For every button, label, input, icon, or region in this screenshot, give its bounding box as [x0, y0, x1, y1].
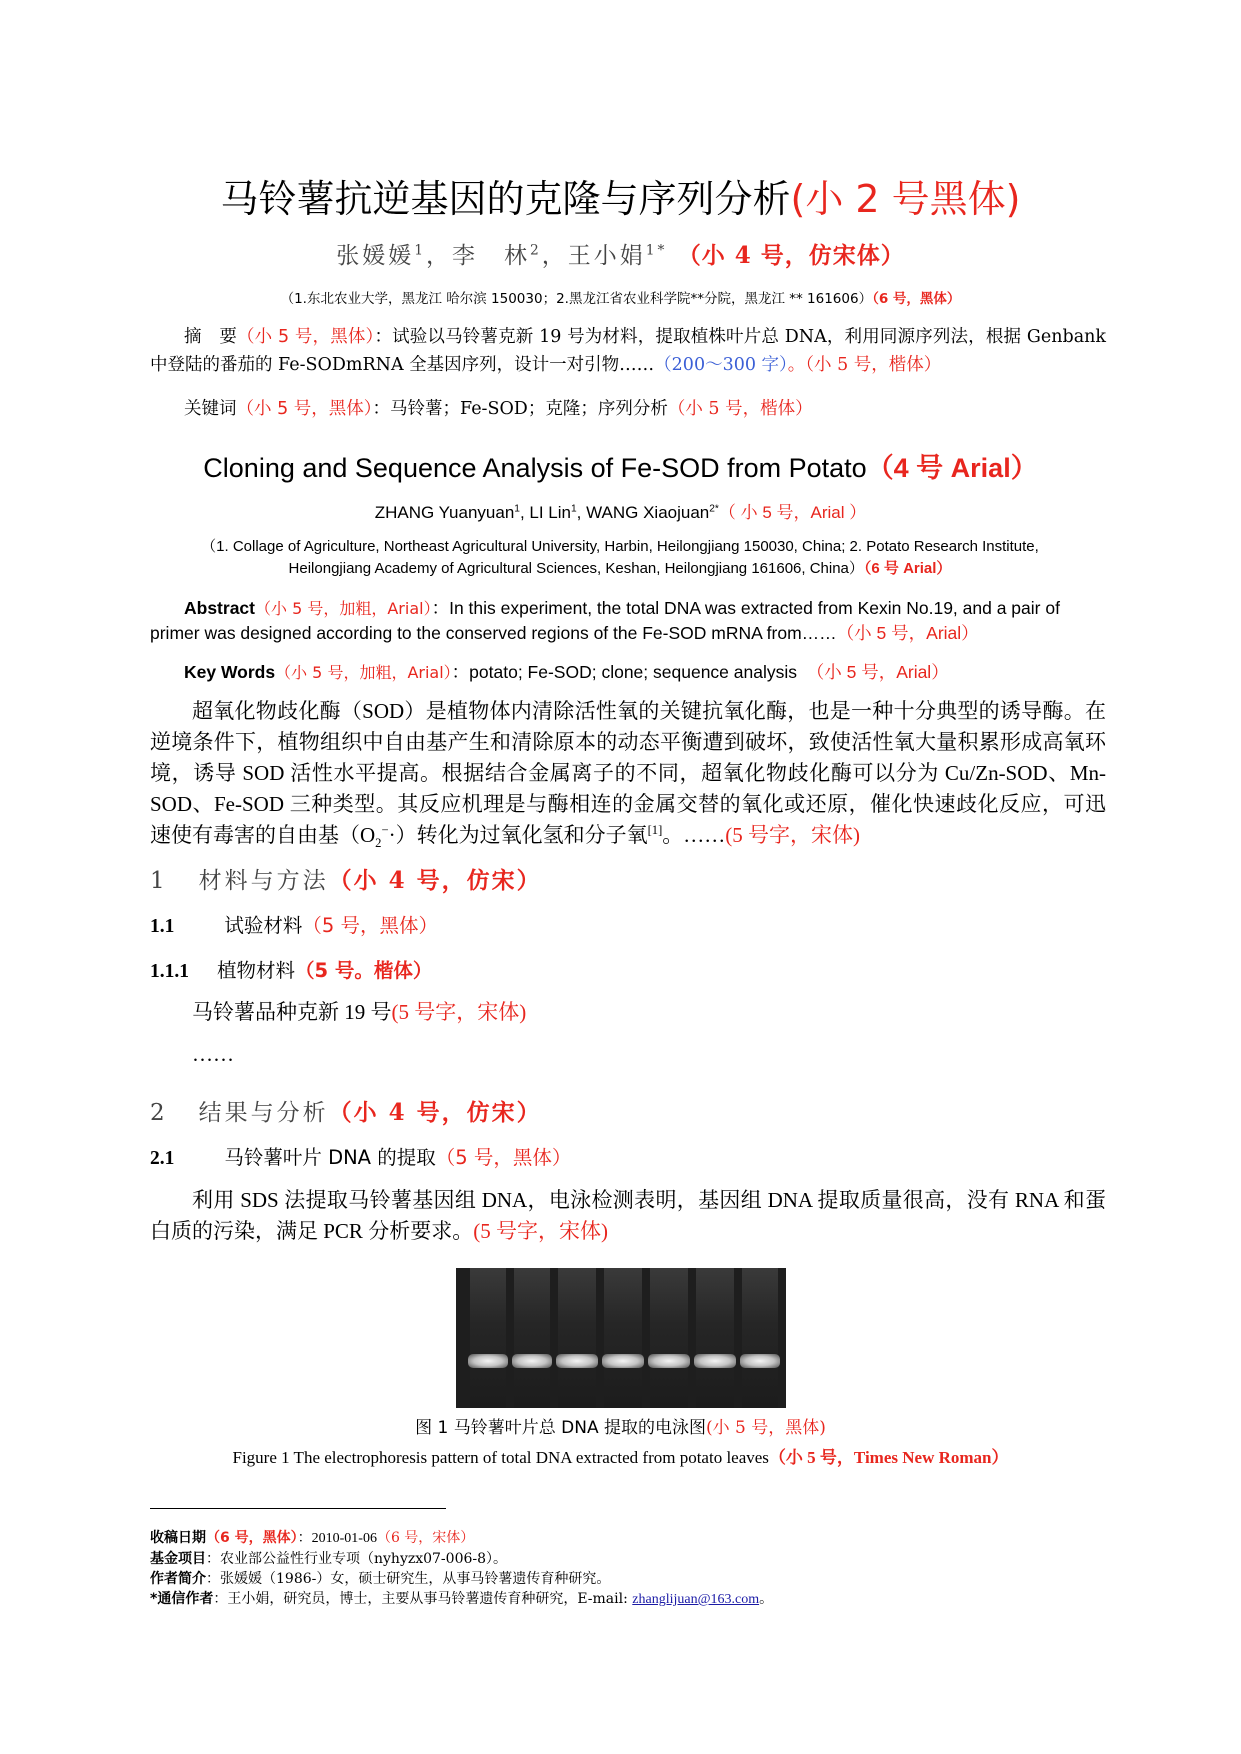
footnote-label-note: （6 号，黑体） [206, 1530, 298, 1546]
caption-en-text: Figure 1 The electrophoresis pattern of total DNA extracted from potato leaves [232, 1448, 769, 1467]
dna-format-note: (5 号字，宋体) [473, 1219, 608, 1243]
authors-format-note: （小 4 号，仿宋体） [677, 242, 905, 269]
paper-title [0, 168, 1241, 223]
author-bio: 张媛媛（1986-）女，硕士研究生，从事马铃薯遗传育种研究。 [220, 1571, 611, 1587]
intro-format-note: (5 号字，宋体) [725, 823, 861, 847]
section-format-note: （5 号，黑体） [435, 1146, 572, 1169]
keywords-cn-label-note: （小 5 号，黑体） [236, 399, 373, 419]
dna-band [602, 1354, 644, 1368]
keywords-en-label: Key Words [184, 662, 276, 682]
abstract-cn-label-note: （小 5 号，黑体） [236, 327, 375, 347]
superscript: − [381, 823, 389, 837]
author-line [0, 237, 1241, 270]
author-sep: ， [541, 243, 568, 269]
section-title: 结果与分析 [198, 1100, 329, 1126]
section-number: 1.1.1 [150, 961, 189, 982]
abstract-cn-text: 试验以马铃薯克新 19 号为材料，提取植株叶片总 DNA，利用同源序列法，根据 Genbank 中登陆的番茄的 Fe-SODmRNA 全基因序列，设计一对引物…… [150, 327, 1106, 375]
dna-band [512, 1354, 552, 1368]
english-title-format-note: （4 号 Arial） [866, 453, 1038, 483]
section-format-note: （小 4 号，仿宋） [328, 1099, 542, 1126]
section-1-1-1-heading [150, 955, 432, 983]
footnote-corresponding: *通信作者：王小娟，研究员，博士，主要从事马铃薯遗传育种研究，E-mail: zhanglijuan@163.com。 [150, 1591, 774, 1607]
abstract-en-label: Abstract [184, 598, 255, 618]
abstract-cn-format-note: 。（小 5 号，楷体） [787, 355, 942, 375]
footnote-label: 收稿日期 [150, 1530, 206, 1546]
author-sep: ， [425, 243, 452, 269]
dna-band [556, 1354, 598, 1368]
affiliation-format-note: （6 号，黑体） [872, 291, 961, 307]
section-number: 1 [150, 868, 168, 894]
author-3-affil: 1* [645, 242, 668, 259]
en-affiliation-format-note: （6 号 Arial） [863, 560, 952, 577]
author-1: 张媛媛 [336, 243, 415, 269]
fund-text: 农业部公益性行业专项（nyhyzx07-006-8）。 [220, 1551, 508, 1567]
footnote-fund: 基金项目：农业部公益性行业专项（nyhyzx07-006-8）。 [150, 1551, 508, 1567]
section-number: 2 [150, 1100, 168, 1126]
keywords-cn [150, 395, 1106, 423]
plant-text: 马铃薯品种克新 19 号 [192, 1000, 392, 1024]
caption-cn-text: 图 1 马铃薯叶片总 DNA 提取的电泳图 [415, 1418, 706, 1438]
section-title: 试验材料 [224, 914, 303, 937]
gel-lane [470, 1268, 506, 1408]
intro-text: 超氧化物歧化酶（SOD）是植物体内清除活性氧的关键抗氧化酶，也是一种十分典型的诱导酶。在逆境条件下，植物组织中自由基产生和清除原本的动态平衡遭到破坏，致使活性氧大量积累形成高氧环境，诱导 SOD 活性水平提高。根据结合金属离子的不同，超氧化物歧化酶可以分为 Cu/Zn-SOD、Mn-SOD、Fe-SOD 三种类型。其反应机理是与酶相连的金属交替的氧化或还原，催化快速歧化反应，可迅速使有毒害的自由基（O [150, 699, 1106, 847]
section-2-heading [150, 1094, 542, 1127]
dna-band [648, 1354, 690, 1368]
keywords-cn-text: 马铃薯；Fe-SOD；克隆；序列分析 [390, 399, 668, 419]
plant-format-note: (5 号字，宋体) [391, 1000, 527, 1024]
en-affiliation-text: （1. Collage of Agriculture, Northeast Agricultural University, Harbin, Heilongjiang 150030, China; 2. Potato Research Institute, Heilongjiang Academy of Agricultural Sciences, Keshan, Heilongjiang 161606, China） [201, 538, 1039, 577]
abstract-en-format-note: （小 5 号，Arial） [836, 623, 979, 643]
abstract-en-text: In this experiment, the total DNA was extracted from Kexin No.19, and a pair of primer was designed according to the conserved regions of the Fe-SOD mRNA from…… [150, 598, 1060, 643]
gel-lane [650, 1268, 688, 1408]
en-author-2-affil: 1 [571, 503, 577, 515]
period: 。 [759, 1591, 774, 1607]
received-date: 2010-01-06 [311, 1531, 377, 1546]
title-text: 马铃薯抗逆基因的克隆与序列分析 [220, 177, 791, 221]
en-author-3-affil: 2* [709, 503, 719, 515]
keywords-en-label-note: （小 5 号，加粗，Arial） [275, 663, 452, 682]
section-1-heading [150, 862, 542, 895]
author-1-affil: 1 [414, 242, 426, 259]
dna-text: 利用 SDS 法提取马铃薯基因组 DNA，电泳检测表明，基因组 DNA 提取质量很高，没有 RNA 和蛋白质的污染，满足 PCR 分析要求。 [150, 1188, 1106, 1243]
footnote-label: 作者简介 [150, 1571, 206, 1587]
intro-paragraph [150, 696, 1106, 851]
caption-cn-format-note: (小 5 号，黑体) [705, 1418, 826, 1438]
gel-lane [696, 1268, 734, 1408]
dna-band [740, 1354, 780, 1368]
dna-extraction-text [150, 1185, 1106, 1247]
footnote-author: 作者简介：张媛媛（1986-）女，硕士研究生，从事马铃薯遗传育种研究。 [150, 1571, 611, 1587]
email-link[interactable]: zhanglijuan@163.com [632, 1592, 760, 1607]
footnote-label: 基金项目 [150, 1551, 206, 1567]
ellipsis-line: …… [192, 1042, 234, 1066]
gel-lane [514, 1268, 550, 1408]
en-author-2: , LI Lin [519, 503, 571, 522]
english-author-line [0, 498, 1241, 523]
author-2: 李 林 [451, 243, 530, 269]
colon: ： [372, 399, 391, 419]
section-1-1-heading [150, 910, 438, 938]
section-number: 2.1 [150, 1148, 175, 1169]
abstract-en [150, 596, 1106, 646]
affiliation-text: （1.东北农业大学，黑龙江 哈尔滨 150030；2.黑龙江省农业科学院**分院，黑龙江 ** 161606） [280, 291, 873, 307]
keywords-en [150, 660, 1106, 685]
citation-ref: [1] [647, 823, 663, 837]
en-author-3: , WANG Xiaojuan [576, 503, 710, 522]
gel-lane [604, 1268, 642, 1408]
colon: ： [431, 598, 450, 618]
section-title: 马铃薯叶片 DNA 的提取 [224, 1146, 436, 1169]
abstract-cn-length-note: （200～300 字） [654, 355, 788, 375]
abstract-en-label-note: （小 5 号，加粗，Arial） [255, 599, 432, 618]
section-title: 材料与方法 [198, 868, 329, 894]
keywords-cn-label: 关键词 [184, 399, 237, 419]
affiliation-line [0, 287, 1241, 307]
gel-lane [742, 1268, 778, 1408]
author-3: 王小娟 [567, 243, 646, 269]
keywords-en-text: potato; Fe-SOD; clone; sequence analysis [469, 662, 797, 682]
footnote-divider [150, 1508, 446, 1509]
section-format-note: （5 号，黑体） [302, 914, 438, 937]
gel-lane [558, 1268, 596, 1408]
section-title: 植物材料 [217, 959, 296, 982]
section-2-1-heading [150, 1142, 571, 1170]
keywords-en-format-note: （小 5 号，Arial） [806, 662, 949, 682]
author-2-affil: 2 [529, 242, 542, 259]
section-format-note: （小 4 号，仿宋） [328, 867, 542, 894]
abstract-cn [150, 323, 1106, 379]
intro-tail: 。…… [662, 823, 726, 847]
title-format-note: (小 2 号黑体) [790, 177, 1021, 221]
corresponding-text: 王小娟，研究员，博士，主要从事马铃薯遗传育种研究，E-mail: [227, 1591, 633, 1607]
section-format-note: （5 号。楷体） [295, 959, 433, 982]
subscript: 2 [375, 836, 382, 851]
english-title [0, 446, 1241, 485]
caption-en-format-note: （小 5 号，Times New Roman） [768, 1448, 1009, 1467]
en-authors-format-note: （ 小 5 号，Arial ） [718, 503, 867, 522]
dna-band [694, 1354, 736, 1368]
plant-material-text [150, 997, 1106, 1028]
footnote-format-note: （6 号，宋体） [376, 1530, 475, 1546]
abstract-cn-label: 摘 要 [184, 327, 237, 347]
keywords-cn-format-note: （小 5 号，楷体） [667, 399, 813, 419]
colon: ： [297, 1530, 312, 1546]
colon: ： [451, 662, 470, 682]
en-author-1: ZHANG Yuanyuan [374, 503, 515, 522]
footnote-label: *通信作者 [150, 1591, 214, 1607]
figure-caption-en [0, 1443, 1241, 1468]
section-number: 1.1 [150, 916, 175, 937]
figure-caption-cn [0, 1413, 1241, 1438]
electrophoresis-gel-image [456, 1268, 786, 1408]
english-title-text: Cloning and Sequence Analysis of Fe-SOD from Potato [203, 453, 867, 483]
footnote-received [150, 1528, 474, 1549]
intro-text-2: ·）转化为过氧化氢和分子氧 [388, 823, 648, 847]
colon: ： [374, 327, 393, 347]
dna-band [468, 1354, 508, 1368]
english-affiliation [180, 536, 1060, 580]
en-author-1-affil: 1 [514, 503, 520, 515]
